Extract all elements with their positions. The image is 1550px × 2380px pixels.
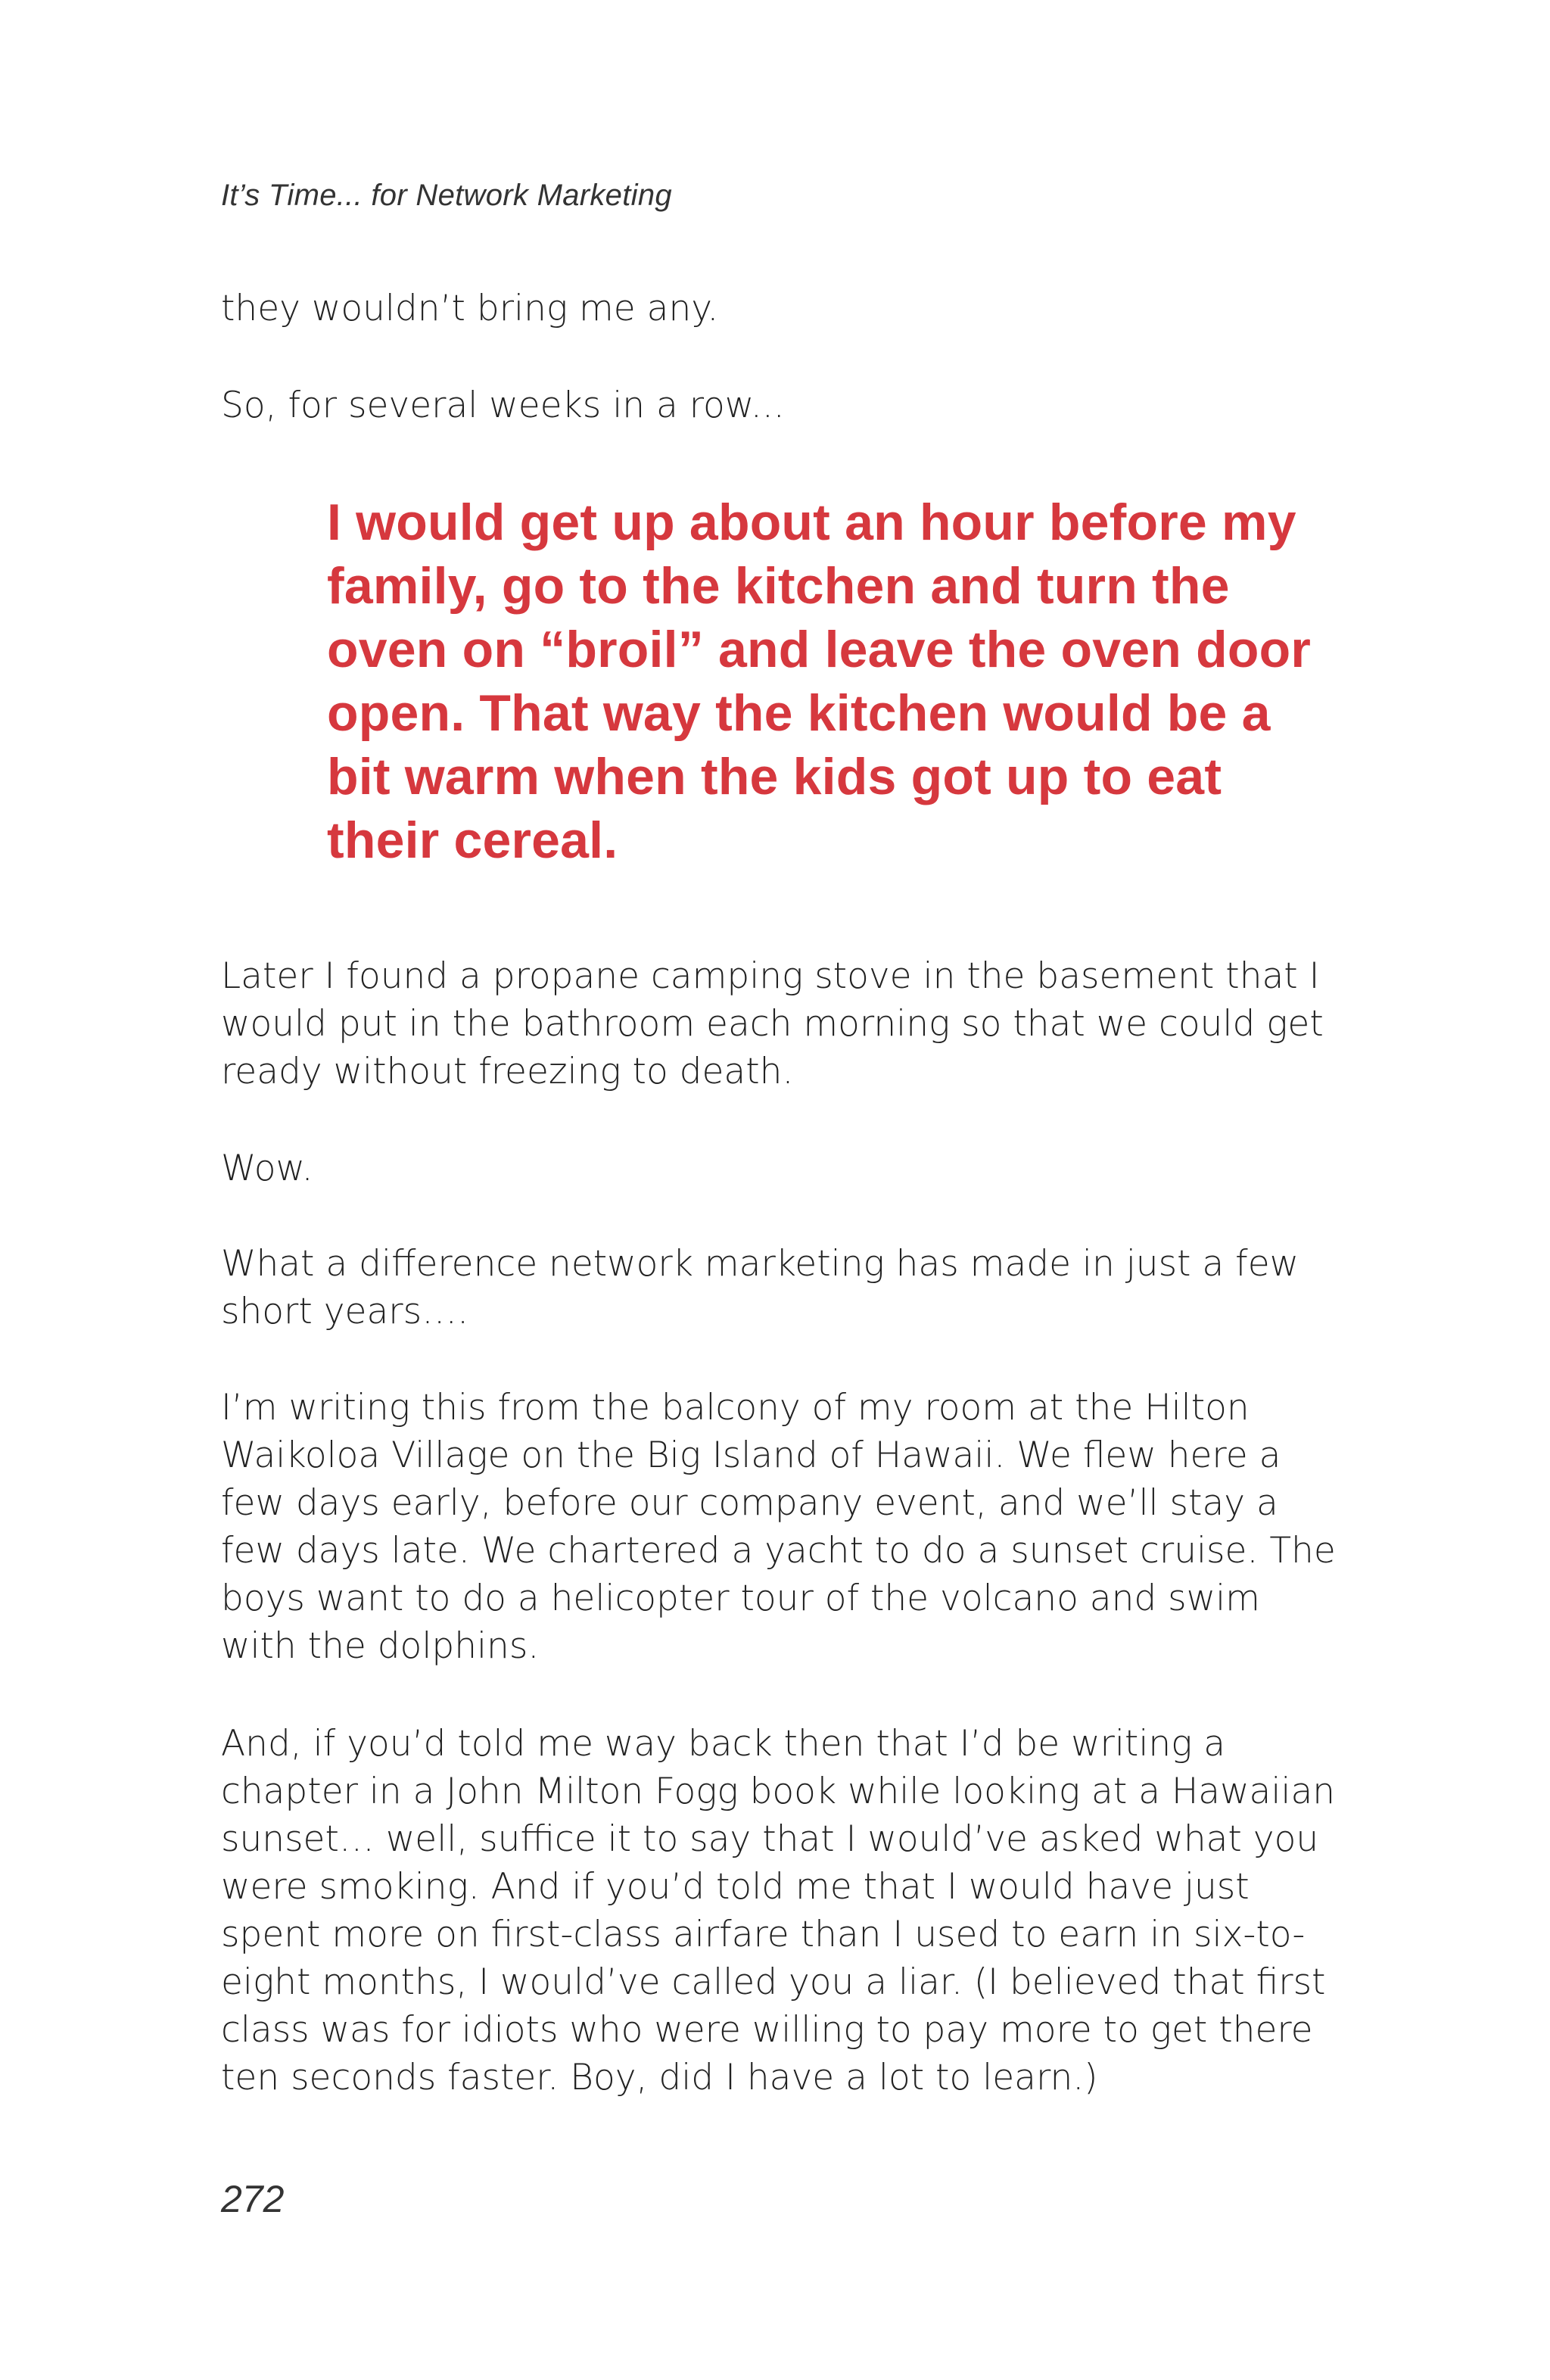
paragraph-6: I’m writing this from the balcony of my room at the Hilton Waikoloa Village on the Big Island of Hawaii. We flew here a few days early, before our company event, and we’ll stay a few days late. We chartered a yacht to do a sunset cruise. The boys want to do a helicopter tour of the volcano and swim with the dolphins. (221, 1387, 1336, 1667)
paragraph-5: What a difference network marketing has made in just a few short years…. (221, 1243, 1299, 1332)
paragraph-4: Wow. (221, 1148, 313, 1189)
page-number: 272 (221, 2178, 285, 2220)
paragraph-2: So, for several weeks in a row... (221, 385, 785, 426)
paragraph-1: they wouldn’t bring me any. (221, 288, 719, 329)
running-head: It’s Time... for Network Marketing (221, 179, 672, 212)
pull-quote: I would get up about an hour before my family, go to the kitchen and turn the oven on “broil” and leave the oven door open. That way the kitchen would be a bit warm when the kids got up to eat their cereal. (327, 494, 1311, 869)
paragraph-7: And, if you’d told me way back then that I’d be writing a chapter in a John Milton Fogg book while looking at a Hawaiian sunset… well, suffice it to say that I would’ve asked what you were smoking. And if you’d told me that I would have just spent more on first-class airfare than I used to earn in six-to-eight months, I would’ve called you a liar. (I believed that first class was for idiots who were willing to pay more to get there ten seconds faster. Boy, did I have a lot to learn.) (221, 1723, 1336, 2098)
paragraph-3: Later I found a propane camping stove in the basement that I would put in the bathroom each morning so that we could get ready without freezing to death. (221, 955, 1324, 1092)
